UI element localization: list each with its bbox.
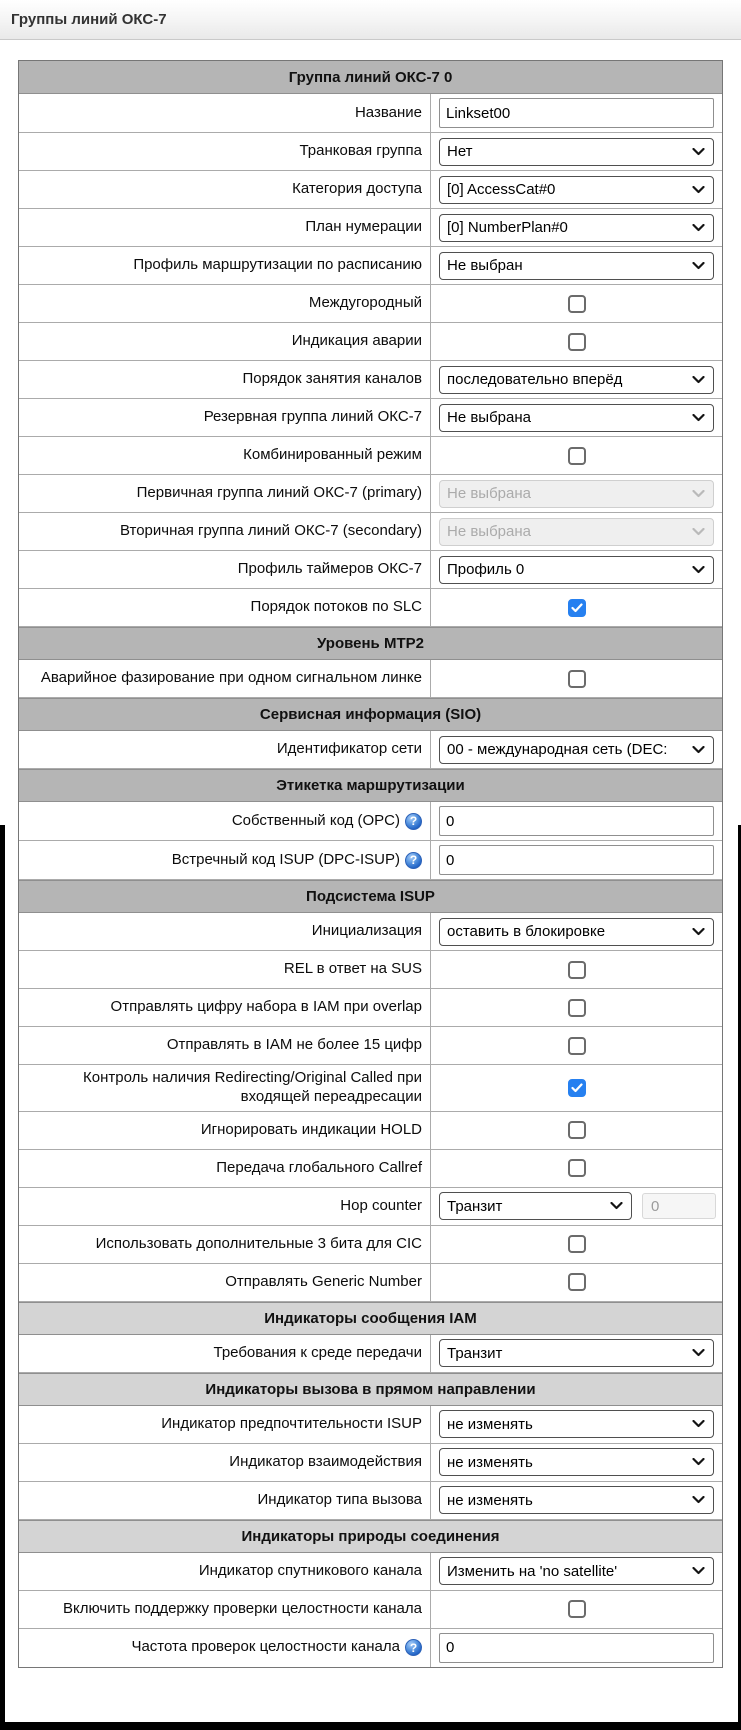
form-row-schedule-routing-profile (19, 247, 722, 285)
row-control-cell (431, 475, 722, 512)
row-control-cell (431, 1335, 722, 1372)
emergency-alignment-checkbox[interactable] (568, 670, 586, 688)
row-label: Категория доступа (292, 180, 422, 198)
row-label-cell (19, 513, 431, 550)
row-label-cell (19, 361, 431, 398)
section-header-label: Уровень MTP2 (317, 635, 424, 652)
select-value: не изменять (447, 1415, 533, 1433)
numbering-plan-select[interactable] (439, 214, 714, 242)
row-control-cell (431, 1065, 722, 1111)
form-row-dpc-isup (19, 841, 722, 880)
row-label: Включить поддержку проверки целостности канала (62, 1599, 422, 1617)
row-label-cell (19, 1629, 431, 1667)
form-row-reserve-linkset (19, 399, 722, 437)
global-callref-checkbox[interactable] (568, 1159, 586, 1177)
row-label-cell (19, 551, 431, 588)
initialization-select[interactable] (439, 918, 714, 946)
send-digit-iam-overlap-checkbox[interactable] (568, 999, 586, 1017)
section-header-label: Подсистема ISUP (306, 888, 435, 905)
row-control-cell (431, 989, 722, 1026)
row-control-cell (431, 841, 722, 879)
section-header-label: Индикаторы природы соединения (241, 1527, 500, 1545)
form-row-send-digit-iam-overlap (19, 989, 722, 1027)
row-label: Индикатор типа вызова (257, 1490, 422, 1508)
section-header-label: Группа линий ОКС-7 0 (288, 68, 453, 86)
row-control-cell (431, 551, 722, 588)
row-label-cell (19, 1065, 431, 1111)
transmission-medium-select[interactable] (439, 1339, 714, 1367)
row-control-cell (431, 1226, 722, 1263)
select-value: не изменять (447, 1453, 533, 1471)
section-header-label: Индикаторы вызова в прямом направлении (205, 1380, 536, 1398)
opc-input[interactable] (439, 806, 714, 836)
select-value: Транзит (447, 1344, 503, 1362)
row-label-cell (19, 1027, 431, 1064)
chevron-down-icon (610, 1202, 623, 1210)
chevron-down-icon (692, 566, 705, 574)
row-control-cell (431, 913, 722, 950)
row-label: Индикатор предпочтительности ISUP (161, 1414, 422, 1432)
row-label: Резервная группа линий ОКС-7 (203, 408, 422, 426)
row-label-cell (19, 913, 431, 950)
form-row-continuity-check-enable (19, 1591, 722, 1629)
dpc-isup-input[interactable] (439, 845, 714, 875)
row-label-cell (19, 1226, 431, 1263)
rel-on-sus-checkbox[interactable] (568, 961, 586, 979)
form-row-timer-profile (19, 551, 722, 589)
row-label-cell (19, 209, 431, 246)
row-control-cell (431, 1591, 722, 1628)
row-label: Встречный код ISUP (DPC-ISUP) (171, 850, 400, 868)
section-header (19, 880, 722, 913)
row-control-cell (431, 1482, 722, 1519)
form-row-access-category (19, 171, 722, 209)
select-value: оставить в блокировке (447, 923, 606, 940)
row-control-cell (431, 802, 722, 840)
row-label-cell (19, 475, 431, 512)
row-control-cell (431, 94, 722, 132)
row-label-cell (19, 399, 431, 436)
row-control-cell (431, 513, 722, 550)
select-value: не изменять (447, 1491, 533, 1509)
section-header-label: Сервисная информация (SIO) (259, 706, 482, 723)
channel-seizure-order-select[interactable] (439, 366, 714, 394)
row-label: Порядок потоков по SLC (250, 598, 422, 616)
row-label: Идентификатор сети (276, 740, 422, 758)
form-row-iam-max-15-digits (19, 1027, 722, 1065)
row-label: Индикация аварии (291, 332, 422, 350)
row-label: Отправлять в IAM не более 15 цифр (166, 1036, 422, 1054)
chevron-down-icon (692, 1458, 705, 1466)
row-label: Комбинированный режим (243, 446, 422, 464)
continuity-check-frequency-input[interactable] (439, 1633, 714, 1663)
hop-counter-select[interactable] (439, 1192, 632, 1220)
row-label-cell (19, 94, 431, 132)
row-label: Контроль наличия Redirecting/Original Called при входящей переадресации (83, 1069, 422, 1105)
row-control-cell (431, 323, 722, 360)
select-value: 00 - международная сеть (DEC: (447, 741, 668, 758)
form-row-ignore-hold (19, 1112, 722, 1150)
row-control-cell (431, 1112, 722, 1149)
schedule-routing-profile-select[interactable] (439, 252, 714, 280)
primary-linkset-select (439, 480, 714, 508)
row-label-cell (19, 802, 431, 840)
row-control-cell (431, 247, 722, 284)
row-label: Порядок занятия каналов (242, 370, 422, 388)
row-label: Собственный код (OPC) (231, 811, 400, 829)
select-value: Нет (447, 143, 473, 160)
chevron-down-icon (692, 1420, 705, 1428)
row-label: План нумерации (305, 218, 422, 236)
page-header-bar (0, 0, 741, 40)
row-control-cell (431, 171, 722, 208)
select-value: Транзит (447, 1197, 503, 1215)
select-value: Не выбран (447, 257, 523, 274)
row-label-cell (19, 1335, 431, 1372)
row-control-cell (431, 1150, 722, 1187)
timer-profile-select[interactable] (439, 556, 714, 584)
hop-counter-value-input (642, 1193, 716, 1219)
row-control-cell (431, 951, 722, 988)
row-label-cell (19, 1112, 431, 1149)
chevron-down-icon (692, 376, 705, 384)
row-label: Индикатор взаимодействия (229, 1452, 422, 1470)
long-distance-checkbox[interactable] (568, 295, 586, 313)
extra-3-bits-cic-checkbox[interactable] (568, 1235, 586, 1253)
row-label: Передача глобального Callref (216, 1158, 422, 1176)
interworking-select[interactable] (439, 1448, 714, 1476)
row-label-cell (19, 1406, 431, 1443)
row-label: Использовать дополнительные 3 бита для CIC (95, 1234, 422, 1252)
help-icon[interactable]: ? (405, 813, 422, 830)
chevron-down-icon (692, 528, 705, 536)
row-label-cell (19, 1553, 431, 1590)
row-label-cell (19, 1444, 431, 1481)
row-label-cell (19, 171, 431, 208)
form-row-name (19, 94, 722, 133)
row-label-cell (19, 1188, 431, 1225)
row-control-cell (431, 1188, 724, 1225)
row-label: Игнорировать индикации HOLD (200, 1120, 422, 1138)
row-label-cell (19, 1482, 431, 1519)
row-control-cell (431, 1027, 722, 1064)
form-row-slc-stream-order (19, 589, 722, 627)
select-value: Изменить на 'no satellite' (447, 1562, 618, 1580)
row-label: Первичная группа линий ОКС-7 (primary) (136, 484, 422, 502)
section-header (19, 627, 722, 660)
satellite-indicator-select[interactable] (439, 1557, 714, 1585)
row-control-cell (431, 361, 722, 398)
select-value: Не выбрана (447, 485, 531, 502)
form-row-hop-counter (19, 1188, 722, 1226)
call-type-select[interactable] (439, 1486, 714, 1514)
continuity-check-enable-checkbox[interactable] (568, 1600, 586, 1618)
select-value: Не выбрана (447, 523, 531, 540)
form-row-numbering-plan (19, 209, 722, 247)
form-row-channel-seizure-order (19, 361, 722, 399)
row-label-cell (19, 1150, 431, 1187)
select-value: Профиль 0 (447, 561, 525, 578)
combined-mode-checkbox[interactable] (568, 447, 586, 465)
row-label: Частота проверок целостности канала (131, 1638, 400, 1656)
form-row-secondary-linkset (19, 513, 722, 551)
row-label: Индикатор спутникового канала (198, 1561, 422, 1579)
row-label: Аварийное фазирование при одном сигнальном линке (40, 669, 422, 687)
chevron-down-icon (692, 224, 705, 232)
row-label: Инициализация (311, 922, 422, 940)
section-header (19, 769, 722, 802)
form-row-alarm-indication (19, 323, 722, 361)
row-control-cell (431, 1444, 722, 1481)
form-row-rel-on-sus (19, 951, 722, 989)
row-control-cell (431, 589, 722, 626)
row-label: Междугородный (308, 294, 422, 312)
secondary-linkset-select (439, 518, 714, 546)
row-label-cell (19, 1264, 431, 1301)
row-label: Профиль таймеров ОКС-7 (237, 560, 422, 578)
name-input[interactable] (439, 98, 714, 128)
form-row-trunk-group (19, 133, 722, 171)
select-value: последовательно вперёд (447, 371, 623, 388)
section-header (19, 1373, 722, 1406)
form-row-network-indicator (19, 731, 722, 769)
form-row-global-callref (19, 1150, 722, 1188)
slc-stream-order-checkbox[interactable] (568, 599, 586, 617)
reserve-linkset-select[interactable] (439, 404, 714, 432)
row-label: Требования к среде передачи (213, 1343, 422, 1361)
section-header-label: Этикетка маршрутизации (276, 777, 465, 794)
page-title: Группы линий ОКС-7 (11, 11, 167, 28)
row-control-cell (431, 399, 722, 436)
select-value: Не выбрана (447, 409, 531, 426)
select-value: [0] NumberPlan#0 (447, 219, 568, 236)
row-label-cell (19, 951, 431, 988)
form-row-transmission-medium (19, 1335, 722, 1373)
row-control-cell (431, 437, 722, 474)
row-control-cell (431, 209, 722, 246)
row-label-cell (19, 323, 431, 360)
chevron-down-icon (692, 186, 705, 194)
form-row-initialization (19, 913, 722, 951)
section-header-label: Индикаторы сообщения IAM (264, 1309, 477, 1327)
row-label-cell (19, 731, 431, 768)
row-label-cell (19, 1591, 431, 1628)
chevron-down-icon (692, 414, 705, 422)
chevron-down-icon (692, 1349, 705, 1357)
row-label: Отправлять Generic Number (225, 1272, 422, 1290)
ignore-hold-checkbox[interactable] (568, 1121, 586, 1139)
form-row-primary-linkset (19, 475, 722, 513)
row-label-cell (19, 660, 431, 697)
alarm-indication-checkbox[interactable] (568, 333, 586, 351)
row-label: Hop counter (340, 1196, 422, 1214)
row-control-cell (431, 1264, 722, 1301)
form-row-satellite-indicator (19, 1553, 722, 1591)
row-label-cell (19, 247, 431, 284)
form-row-emergency-alignment (19, 660, 722, 698)
section-header (19, 61, 722, 94)
row-label-cell (19, 589, 431, 626)
send-generic-number-checkbox[interactable] (568, 1273, 586, 1291)
row-label-cell (19, 437, 431, 474)
trunk-group-select[interactable] (439, 138, 714, 166)
row-label-cell (19, 989, 431, 1026)
row-control-cell (431, 133, 722, 170)
row-control-cell (431, 285, 722, 322)
row-control-cell (431, 1553, 722, 1590)
form-row-extra-3-bits-cic (19, 1226, 722, 1264)
section-header (19, 1520, 722, 1553)
chevron-down-icon (692, 262, 705, 270)
row-label: REL в ответ на SUS (283, 960, 422, 978)
redirecting-control-checkbox[interactable] (568, 1079, 586, 1097)
row-label-cell (19, 133, 431, 170)
form-row-redirecting-control (19, 1065, 722, 1112)
form-table (18, 60, 723, 1668)
row-label: Название (354, 103, 422, 121)
row-label-cell (19, 841, 431, 879)
chevron-down-icon (692, 490, 705, 498)
chevron-down-icon (692, 928, 705, 936)
form-row-isup-preference (19, 1406, 722, 1444)
form-row-send-generic-number (19, 1264, 722, 1302)
chevron-down-icon (692, 1567, 705, 1575)
form-row-call-type (19, 1482, 722, 1520)
access-category-select[interactable] (439, 176, 714, 204)
isup-preference-select[interactable] (439, 1410, 714, 1438)
form-row-interworking (19, 1444, 722, 1482)
network-indicator-select[interactable] (439, 736, 714, 764)
row-label: Транковая группа (299, 142, 422, 160)
form-row-continuity-check-frequency (19, 1629, 722, 1667)
row-control-cell (431, 731, 722, 768)
chevron-down-icon (692, 1496, 705, 1504)
row-control-cell (431, 1406, 722, 1443)
select-value: [0] AccessCat#0 (447, 181, 556, 198)
row-label-cell (19, 285, 431, 322)
row-label: Отправлять цифру набора в IAM при overlap (110, 998, 422, 1016)
form-row-combined-mode (19, 437, 722, 475)
row-label: Профиль маршрутизации по расписанию (133, 256, 422, 274)
form-row-opc (19, 802, 722, 841)
form-row-long-distance (19, 285, 722, 323)
section-header (19, 1302, 722, 1335)
chevron-down-icon (692, 746, 705, 754)
row-control-cell (431, 1629, 722, 1667)
section-header (19, 698, 722, 731)
chevron-down-icon (692, 148, 705, 156)
row-label: Вторичная группа линий ОКС-7 (secondary) (119, 522, 422, 540)
row-control-cell (431, 660, 722, 697)
help-icon[interactable]: ? (405, 1639, 422, 1656)
iam-max-15-digits-checkbox[interactable] (568, 1037, 586, 1055)
help-icon[interactable]: ? (405, 852, 422, 869)
